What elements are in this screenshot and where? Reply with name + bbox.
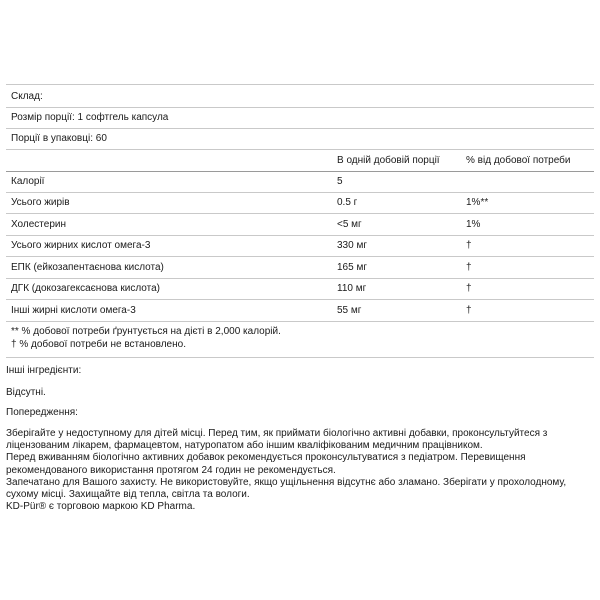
divider	[6, 149, 594, 150]
nutrient-amount: 0.5 г	[337, 197, 358, 208]
nutrient-daily-value: 1%**	[466, 197, 489, 208]
column-header-per-serving: В одній добовій порції	[337, 155, 440, 166]
serving-size: Розмір порції: 1 софтгель капсула	[11, 112, 169, 123]
warning-line: Зберігайте у недоступному для дітей місці. Перед тим, як приймати біологічно активні добавки, проконсультуйтеся з	[6, 428, 548, 439]
nutrient-amount: 55 мг	[337, 305, 362, 316]
other-ingredients-label: Інші інгредієнти:	[6, 365, 82, 376]
divider	[6, 278, 594, 279]
nutrient-name: Інші жирні кислоти омега-3	[11, 305, 136, 316]
nutrient-amount: 110 мг	[337, 283, 367, 294]
nutrient-name: Калорії	[11, 176, 45, 187]
warning-line: сухому місці. Захищайте від тепла, світла та вологи.	[6, 489, 250, 501]
warning-line: ліцензованим лікарем, фармацевтом, натуропатом або іншим кваліфікованим медичним працівником.	[6, 440, 483, 452]
divider	[6, 357, 594, 358]
warning-line: рекомендованого використання протягом 24 годин не рекомендується.	[6, 464, 336, 476]
warnings-label: Попередження:	[6, 407, 78, 418]
nutrient-daily-value: †	[466, 240, 472, 251]
divider	[6, 107, 594, 108]
nutrient-name: ЕПК (ейкозапентаєнова кислота)	[11, 262, 164, 273]
nutrient-name: Холестерин	[11, 219, 66, 230]
nutrient-daily-value: 1%	[466, 219, 481, 230]
nutrient-name: ДГК (докозагексаєнова кислота)	[11, 283, 160, 294]
divider	[6, 321, 594, 322]
divider	[6, 171, 594, 172]
warning-line: Перед вживанням біологічно активних добавок рекомендується проконсультуватися з педіатром. Перевищення	[6, 452, 526, 464]
nutrient-amount: 165 мг	[337, 262, 367, 273]
nutrient-amount: 330 мг	[337, 240, 367, 251]
divider	[6, 256, 594, 257]
column-header-daily-value: % від добової потреби	[466, 155, 571, 166]
nutrient-name: Усього жирів	[11, 197, 70, 208]
divider	[6, 213, 594, 214]
divider	[6, 192, 594, 193]
warning-line: Запечатано для Вашого захисту. Не використовуйте, якщо ущільнення відсутнє або зламано. Зберігати у прохолодному,	[6, 476, 567, 488]
divider	[6, 299, 594, 300]
warnings-text	[6, 428, 586, 513]
footnote-daily-value: ** % добової потреби ґрунтується на дієті в 2,000 калорій.	[11, 326, 281, 337]
other-ingredients-value: Відсутні.	[6, 387, 46, 398]
divider	[6, 84, 594, 85]
nutrient-name: Усього жирних кислот омега-3	[11, 240, 151, 251]
servings-per-container: Порції в упаковці: 60	[11, 133, 107, 144]
divider	[6, 128, 594, 129]
composition-label: Склад:	[11, 91, 43, 102]
nutrient-daily-value: †	[466, 305, 472, 316]
divider	[6, 235, 594, 236]
nutrient-daily-value: †	[466, 262, 472, 273]
nutrient-amount: 5	[337, 176, 343, 187]
nutrient-daily-value: †	[466, 283, 472, 294]
nutrient-amount: <5 мг	[337, 219, 362, 230]
footnote-not-established: † % добової потреби не встановлено.	[11, 339, 186, 350]
trademark-note: KD-Pür® є торговою маркою KD Pharma.	[6, 501, 196, 513]
